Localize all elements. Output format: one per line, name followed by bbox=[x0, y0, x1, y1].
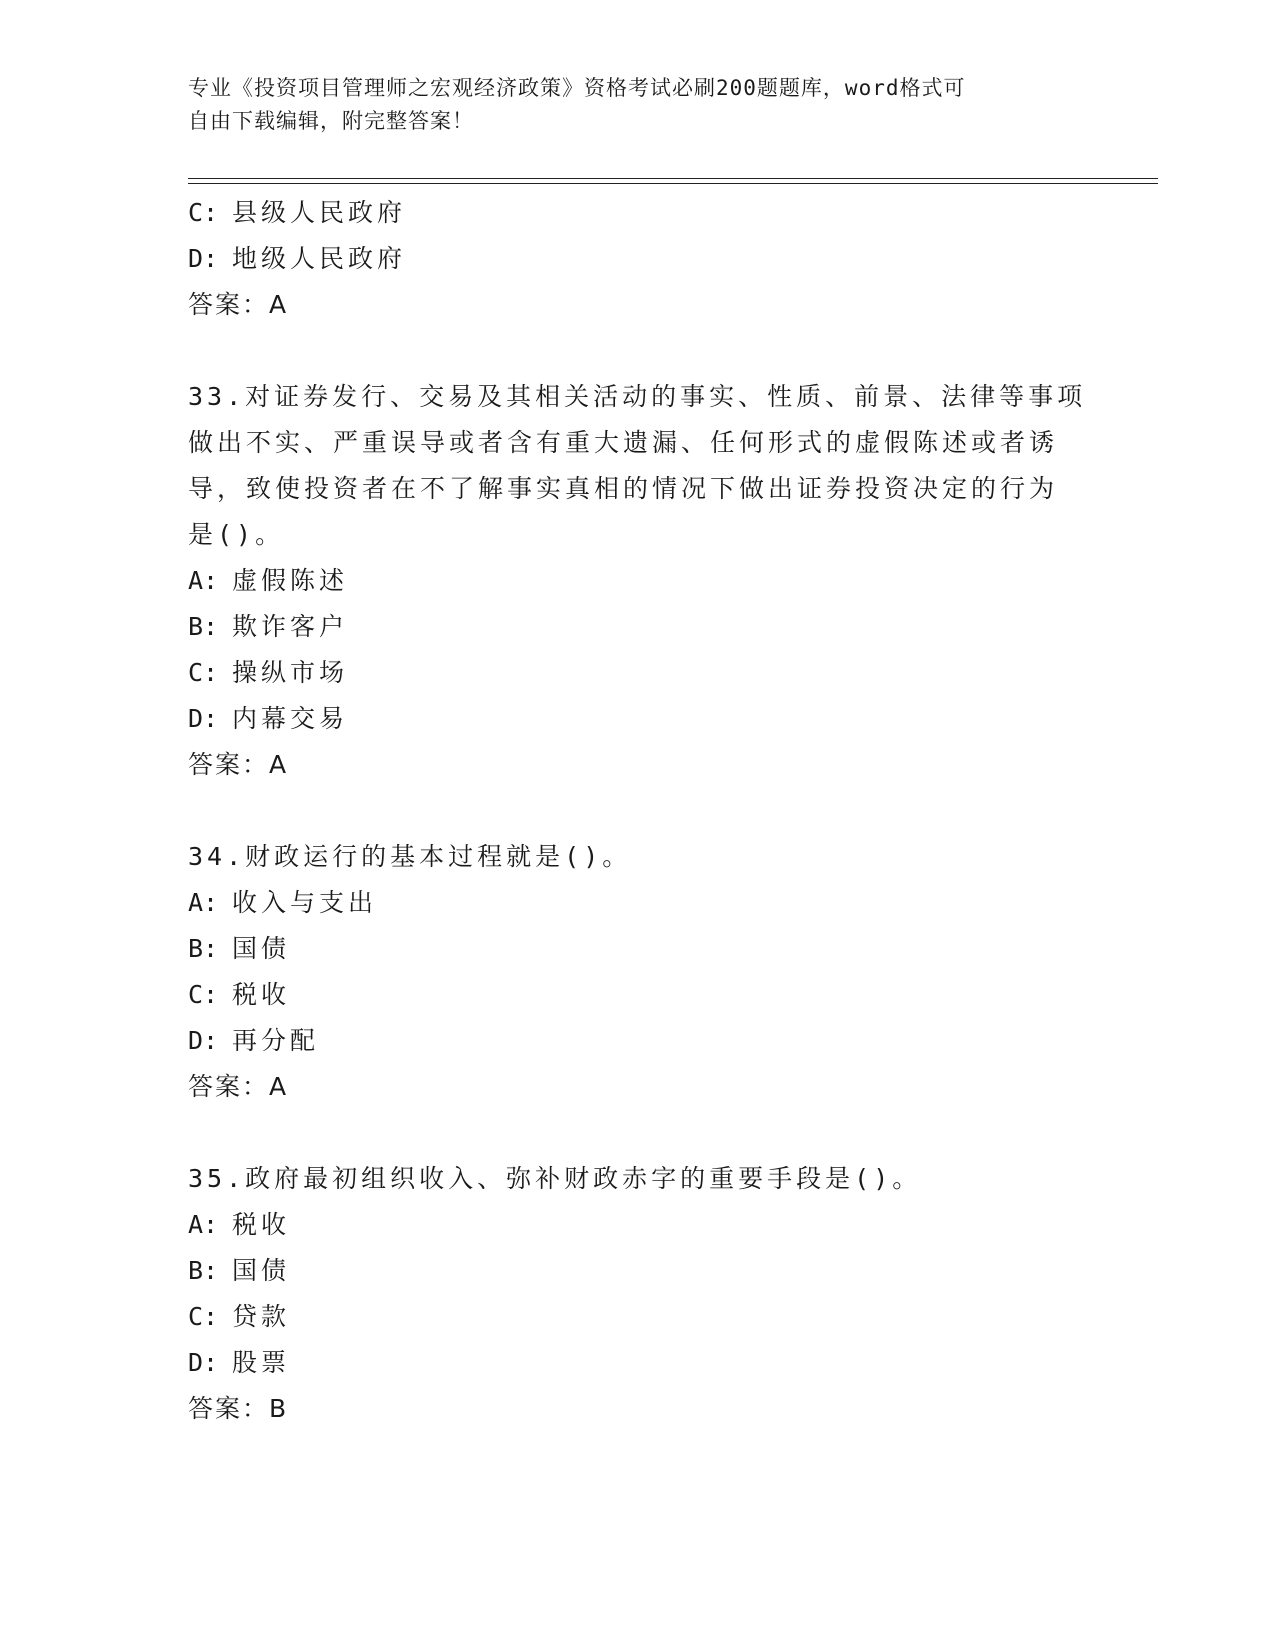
option-letter: A: bbox=[188, 566, 219, 595]
option-text: 欺诈客户 bbox=[232, 612, 349, 641]
option-c bbox=[188, 1294, 1088, 1340]
option-letter: D: bbox=[188, 1348, 219, 1377]
question-34 bbox=[188, 834, 1088, 1110]
option-text: 税收 bbox=[232, 1210, 291, 1239]
option-text: 股票 bbox=[232, 1348, 291, 1377]
question-list bbox=[188, 190, 1088, 1432]
answer-line: 答案：A bbox=[188, 290, 289, 319]
answer-line: 答案：A bbox=[188, 1072, 289, 1101]
option-text: 虚假陈述 bbox=[232, 566, 349, 595]
option-text: 贷款 bbox=[232, 1302, 291, 1331]
option-c bbox=[188, 190, 1088, 236]
header-line-2: 自由下载编辑，附完整答案！ bbox=[188, 109, 474, 133]
option-text: 再分配 bbox=[232, 1026, 320, 1055]
option-letter: D: bbox=[188, 244, 219, 273]
question-text-line: 33.对证券发行、交易及其相关活动的事实、性质、前景、法律等事项 bbox=[188, 382, 1087, 411]
option-d bbox=[188, 696, 1088, 742]
option-text: 县级人民政府 bbox=[232, 198, 407, 227]
question-33 bbox=[188, 374, 1088, 788]
question-text-line: 导，致使投资者在不了解事实真相的情况下做出证券投资决定的行为 bbox=[188, 474, 1059, 503]
option-text: 国债 bbox=[232, 934, 291, 963]
header-rule-bottom bbox=[188, 183, 1158, 184]
header-line-1: 专业《投资项目管理师之宏观经济政策》资格考试必刷200题题库，word格式可 bbox=[188, 76, 966, 100]
question-text-line: 35.政府最初组织收入、弥补财政赤字的重要手段是()。 bbox=[188, 1164, 922, 1193]
option-text: 操纵市场 bbox=[232, 658, 349, 687]
option-letter: C: bbox=[188, 658, 219, 687]
option-b bbox=[188, 604, 1088, 650]
option-letter: C: bbox=[188, 1302, 219, 1331]
question-35 bbox=[188, 1156, 1088, 1432]
option-text: 内幕交易 bbox=[232, 704, 349, 733]
option-text: 地级人民政府 bbox=[232, 244, 407, 273]
option-a bbox=[188, 558, 1088, 604]
option-a bbox=[188, 1202, 1088, 1248]
option-letter: B: bbox=[188, 934, 219, 963]
option-d bbox=[188, 236, 1088, 282]
option-text: 收入与支出 bbox=[232, 888, 378, 917]
option-letter: C: bbox=[188, 198, 219, 227]
document-header bbox=[188, 72, 1068, 138]
option-letter: B: bbox=[188, 1256, 219, 1285]
option-d bbox=[188, 1340, 1088, 1386]
option-letter: A: bbox=[188, 888, 219, 917]
answer-line: 答案：B bbox=[188, 1394, 289, 1423]
answer-line: 答案：A bbox=[188, 750, 289, 779]
option-text: 税收 bbox=[232, 980, 291, 1009]
question-text-line: 34.财政运行的基本过程就是()。 bbox=[188, 842, 632, 871]
option-letter: B: bbox=[188, 612, 219, 641]
option-letter: A: bbox=[188, 1210, 219, 1239]
question-text-line: 是()。 bbox=[188, 520, 285, 549]
option-d bbox=[188, 1018, 1088, 1064]
question-text-line: 做出不实、严重误导或者含有重大遗漏、任何形式的虚假陈述或者诱 bbox=[188, 428, 1059, 457]
header-rule-top bbox=[188, 178, 1158, 179]
option-b bbox=[188, 1248, 1088, 1294]
option-letter: D: bbox=[188, 704, 219, 733]
option-a bbox=[188, 880, 1088, 926]
option-letter: C: bbox=[188, 980, 219, 1009]
option-c bbox=[188, 650, 1088, 696]
option-c bbox=[188, 972, 1088, 1018]
option-text: 国债 bbox=[232, 1256, 291, 1285]
option-b bbox=[188, 926, 1088, 972]
option-letter: D: bbox=[188, 1026, 219, 1055]
